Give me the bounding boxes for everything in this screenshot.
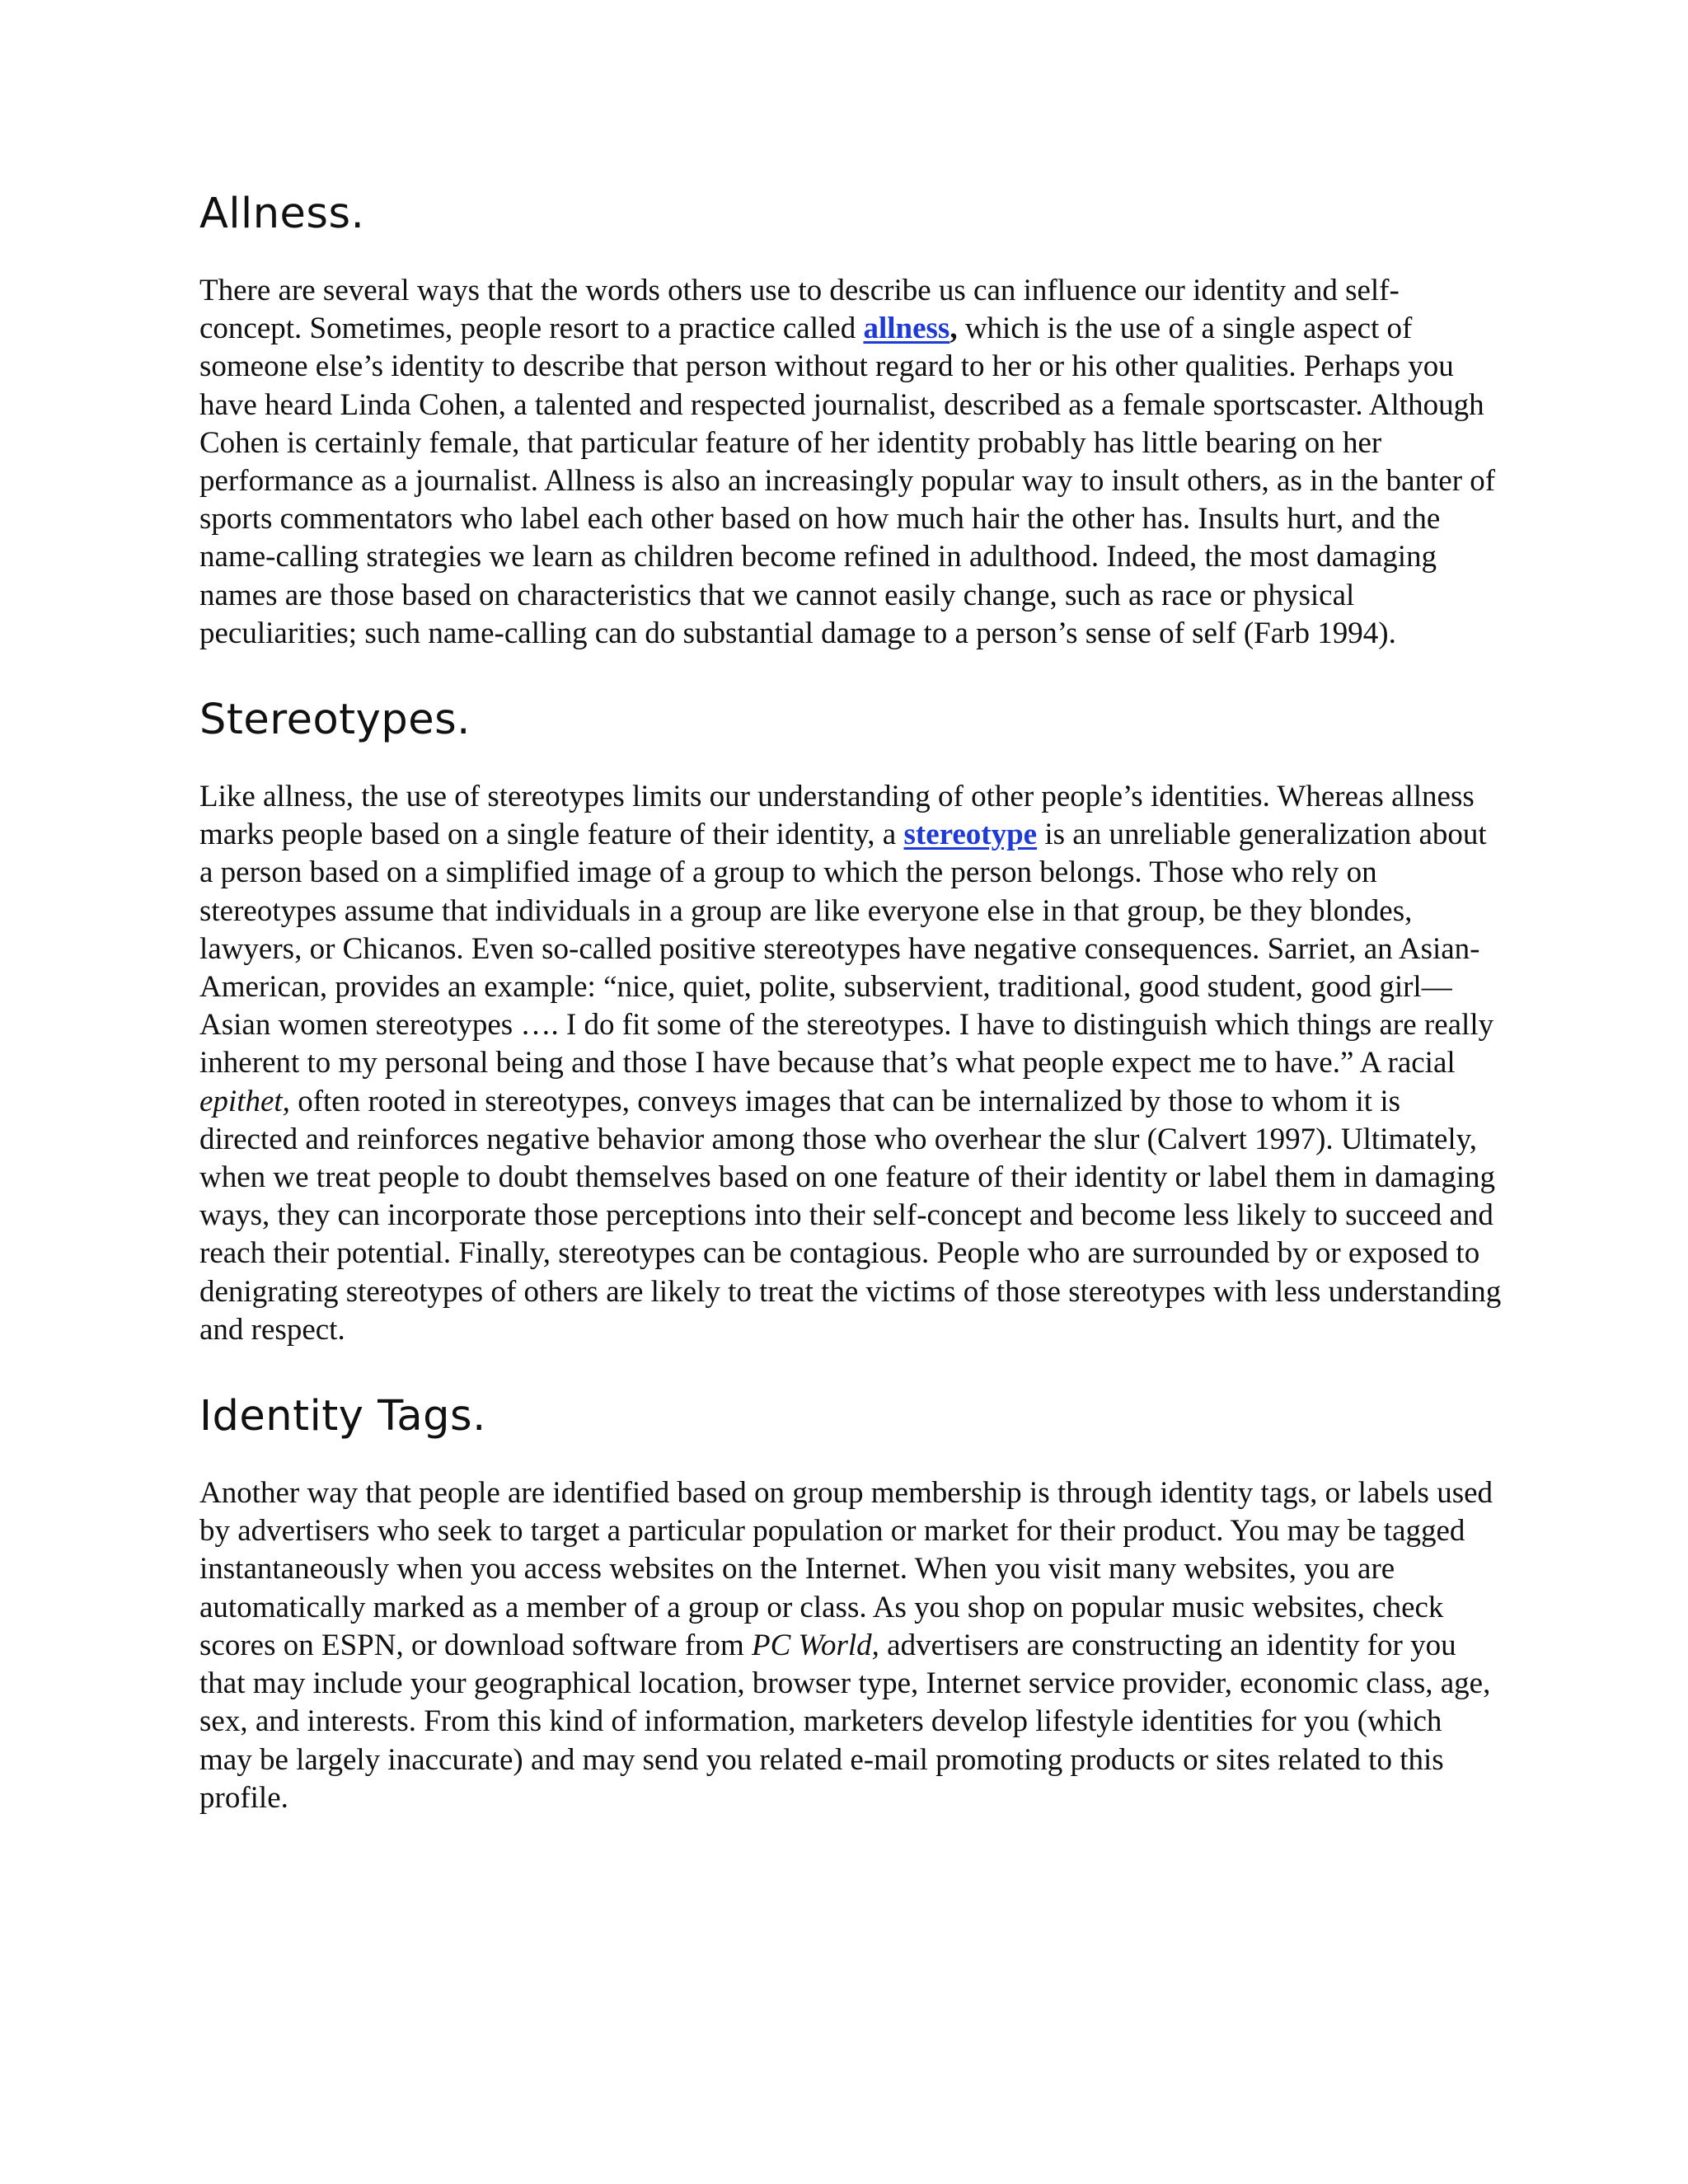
- paragraph-stereotypes-text-c: often rooted in stereotypes, conveys images that can be internalized by those to whom it is directed and reinforces negative behavior among those who overhear the slur (Calvert 1997). Ultimately, when we treat people to doubt themselves based on one feature of their identity or label them in damaging ways, they can incorporate those perceptions into their self-concept and become less likely to succeed and reach their potential. Finally, stereotypes can be contagious. People who are surrounded by or exposed to denigrating stereotypes of others are likely to treat the victims of those stereotypes with less understanding and respect.: [199, 1084, 1502, 1347]
- allness-link[interactable]: allness: [863, 312, 950, 346]
- pc-world-italic: PC World,: [752, 1628, 879, 1662]
- paragraph-stereotypes-text-a: Like allness, the use of stereotypes limits our understanding of other people’s identities. Whereas allness marks people based on a single feature of their identity, a: [199, 780, 1475, 852]
- paragraph-identity-tags: [199, 1474, 1502, 1817]
- paragraph-identity-tags-text-a: Another way that people are identified based on group membership is through identity tags, or labels used by advertisers who seek to target a particular population or market for their product. You may be tagged instantaneously when you access websites on the Internet. When you visit many websites, you are automatically marked as a member of a group or class. As you shop on popular music websites, check scores on ESPN, or download software from: [199, 1476, 1493, 1662]
- heading-allness: Allness.: [199, 190, 365, 238]
- allness-link-comma: ,: [950, 312, 958, 346]
- paragraph-stereotypes: [199, 778, 1502, 1349]
- paragraph-identity-tags-text-b: advertisers are constructing an identity for you that may include your geographical location, browser type, Internet service provider, economic class, age, sex, and interests. From this kind of information, marketers develop lifestyle identities for you (which may be largely inaccurate) and may send you related e-mail promoting products or sites related to this profile.: [199, 1628, 1491, 1815]
- paragraph-stereotypes-text-b: is an unreliable generalization about a person based on a simplified image of a group to which the person belongs. Those who rely on stereotypes assume that individuals in a group are like everyone else in that group, be they blondes, lawyers, or Chicanos. Even so-called positive stereotypes have negative consequences. Sarriet, an Asian-American, provides an example: “nice, quiet, polite, subservient, traditional, good student, good girl—Asian women stereotypes …. I do fit some of the stereotypes. I have to distinguish which things are really inherent to my personal being and those I have because that’s what people expect me to have.” A racial: [199, 818, 1494, 1080]
- heading-stereotypes: Stereotypes.: [199, 696, 471, 745]
- epithet-italic: epithet,: [199, 1084, 290, 1118]
- paragraph-allness-text-b: which is the use of a single aspect of someone else’s identity to describe that person without regard to her or his other qualities. Perhaps you have heard Linda Cohen, a talented and respected journalist, described as a female sportscaster. Although Cohen is certainly female, that particular feature of her identity probably has little bearing on her performance as a journalist. Allness is also an increasingly popular way to insult others, as in the banter of sports commentators who label each other based on how much hair the other has. Insults hurt, and the name-calling strategies we learn as children become refined in adulthood. Indeed, the most damaging names are those based on characteristics that we cannot easily change, such as race or physical peculiarities; such name-calling can do substantial damage to a person’s sense of self (Farb 1994).: [199, 312, 1496, 650]
- paragraph-allness: [199, 272, 1502, 653]
- paragraph-allness-text-a: There are several ways that the words others use to describe us can influence our identity and self-concept. Sometimes, people resort to a practice called: [199, 274, 1400, 346]
- stereotype-link[interactable]: stereotype: [903, 818, 1038, 852]
- heading-identity-tags: Identity Tags.: [199, 1392, 486, 1441]
- document-page: [199, 190, 1502, 1860]
